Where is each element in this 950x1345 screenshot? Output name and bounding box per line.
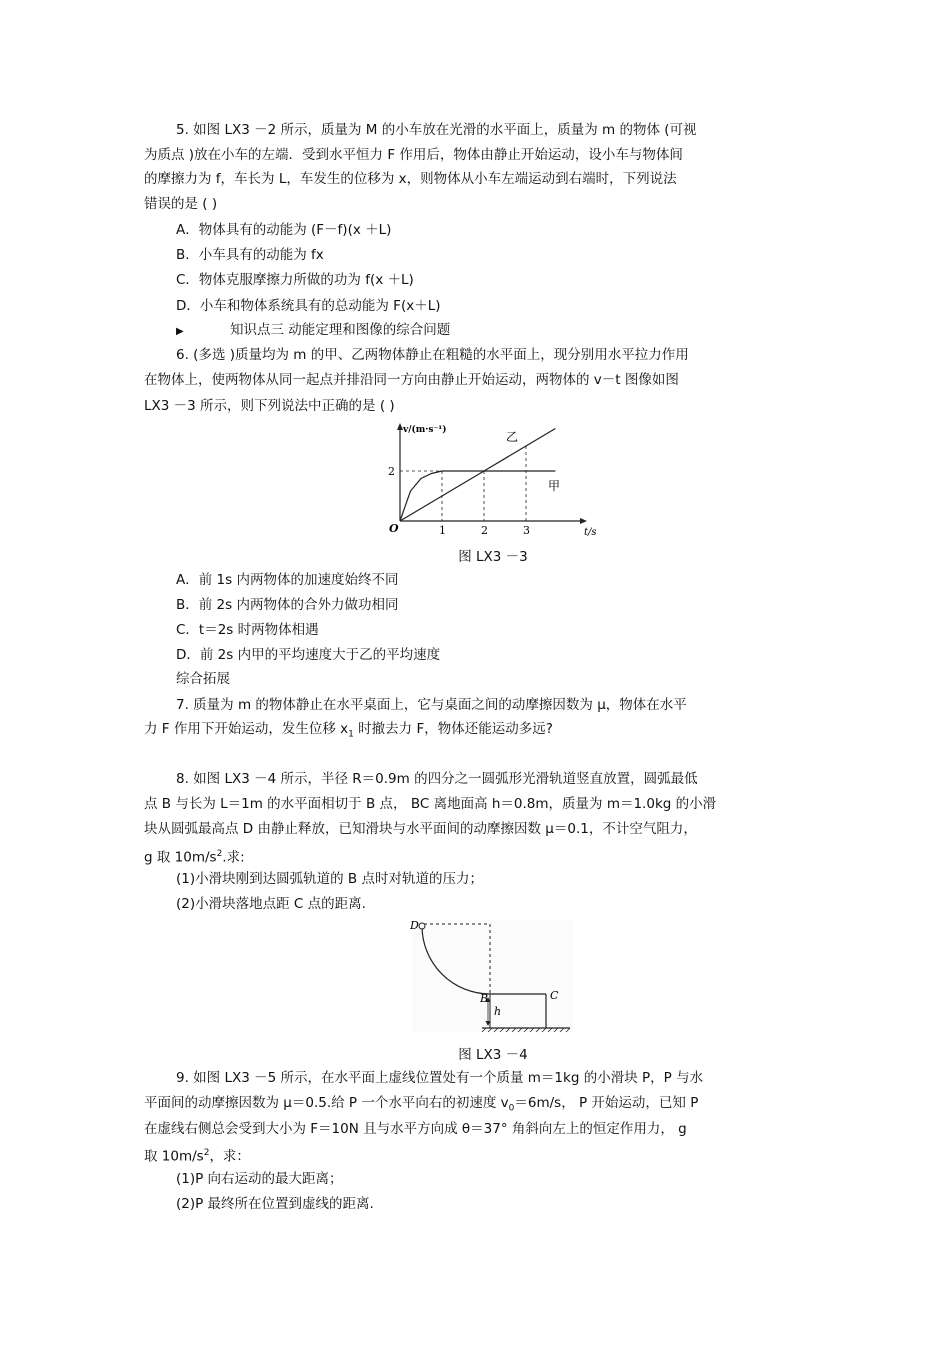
q8-part-2: (2)小滑块落地点距 C 点的距离.	[176, 896, 366, 912]
q9-superscript: 2	[203, 1148, 210, 1158]
label-h: h	[494, 1005, 502, 1018]
q5-line-2: 为质点 )放在小车的左端．受到水平恒力 F 作用后，物体由静止开始运动，设小车与物体间	[144, 147, 683, 163]
q6-option-d: D．前 2s 内甲的平均速度大于乙的平均速度	[176, 647, 441, 663]
q9-subscript: 0	[508, 1103, 515, 1114]
x-axis-arrow-icon	[580, 518, 587, 524]
series-line-yi	[400, 429, 555, 522]
q9-line-2-a: 平面间的动摩擦因数为 μ＝0.5.给 P 一个水平向右的初速度 v	[144, 1095, 509, 1111]
q8-line-4-b: .求:	[222, 849, 245, 866]
label-c: C	[550, 989, 559, 1002]
q8-line-2: 点 B 与长为 L＝1m 的水平面相切于 B 点， BC 离地面高 h＝0.8m，质量为 m＝1.0kg 的小滑	[144, 796, 717, 812]
q6-line-3: LX3 －3 所示，则下列说法中正确的是 ( )	[144, 398, 395, 414]
q5-line-3: 的摩擦力为 f，车长为 L，车发生的位移为 x，则物体从小车左端运动到右端时，下列说法	[144, 171, 677, 187]
series-label-yi: 乙	[506, 430, 519, 444]
knowledge-point-title: 知识点三 动能定理和图像的综合问题	[230, 322, 451, 338]
q9-part-2: (2)P 最终所在位置到虚线的距离.	[176, 1196, 374, 1212]
q6-option-a: A．前 1s 内两物体的加速度始终不同	[176, 572, 399, 588]
q5-option-c: C．物体克服摩擦力所做的功为 f(x ＋L)	[176, 272, 414, 288]
q9-line-2	[144, 1093, 814, 1119]
x-tick-label: 3	[523, 524, 530, 537]
q6-line-1: 6. (多选 )质量均为 m 的甲、乙两物体静止在粗糙的水平面上，现分别用水平拉力作用	[176, 347, 689, 363]
knowledge-point-heading	[176, 320, 846, 342]
x-axis-label: t/s	[584, 527, 597, 538]
q6-option-b: B．前 2s 内两物体的合外力做功相同	[176, 597, 399, 613]
q7-line-2	[144, 719, 814, 745]
q8-line-3: 块从圆弧最高点 D 由静止释放，已知滑块与水平面间的动摩擦因数 μ＝0.1，不计空气阻力，	[144, 821, 697, 837]
section-label: 综合拓展	[176, 671, 230, 687]
series-label-jia: 甲	[548, 479, 561, 493]
q7-line-1: 7. 质量为 m 的物体静止在水平桌面上，它与桌面之间的动摩擦因数为 μ，物体在水平	[176, 697, 687, 713]
q8-line-4	[144, 844, 814, 868]
q5-line-4: 错误的是 ( )	[144, 196, 218, 212]
q9-line-3: 在虚线右侧总会受到大小为 F＝10N 且与水平方向成 θ＝37° 角斜向左上的恒定作用力， g	[144, 1121, 687, 1137]
y-axis-label: v/(m·s⁻¹)	[403, 425, 447, 435]
label-b: B	[480, 992, 489, 1005]
q9-line-2-b: ＝6m/s， P 开始运动，已知 P	[514, 1095, 699, 1111]
vt-graph-figure	[380, 418, 610, 544]
q5-line-1: 5. 如图 LX3 －2 所示，质量为 M 的小车放在光滑的水平面上，质量为 m 的物体 (可视	[176, 122, 697, 138]
x-tick-label: 1	[439, 524, 446, 537]
point-d-marker	[419, 923, 425, 929]
q6-line-2: 在物体上，使两物体从同一起点并排沿同一方向由静止开始运动，两物体的 v－t 图像如图	[144, 372, 679, 388]
q8-line-1: 8. 如图 LX3 －4 所示，半径 R＝0.9m 的四分之一圆弧形光滑轨道竖直放置，圆弧最低	[176, 771, 698, 787]
q9-part-1: (1)P 向右运动的最大距离；	[176, 1171, 343, 1187]
q9-line-1: 9. 如图 LX3 －5 所示，在水平面上虚线位置处有一个质量 m＝1kg 的小滑块 P，P 与水	[176, 1070, 704, 1086]
q5-option-d: D．小车和物体系统具有的总动能为 F(x＋L)	[176, 298, 441, 314]
triangle-bullet-icon: ▶	[176, 326, 184, 337]
figure-4-caption: 图 LX3 －4	[458, 1047, 528, 1063]
x-tick-label: 2	[481, 524, 488, 537]
q8-superscript: 2	[216, 849, 223, 859]
y-tick-label: 2	[388, 465, 395, 478]
track-diagram-figure	[410, 918, 575, 1034]
q7-subscript: 1	[348, 729, 354, 740]
q9-line-4	[144, 1143, 814, 1167]
q5-option-a: A．物体具有的动能为 (F－f)(x ＋L)	[176, 222, 392, 238]
figure-4-background	[412, 920, 573, 1032]
q8-part-1: (1)小滑块刚到达圆弧轨道的 B 点时对轨道的压力；	[176, 871, 483, 887]
q5-option-b: B．小车具有的动能为 fx	[176, 247, 324, 263]
label-d: D	[410, 919, 419, 932]
origin-label: O	[389, 522, 399, 535]
q7-line-2-b: 时撤去力 F，物体还能运动多远?	[353, 721, 553, 737]
q6-option-c: C．t＝2s 时两物体相遇	[176, 622, 319, 638]
q8-line-4-a: g 取 10m/s	[144, 849, 217, 866]
series-line-jia	[400, 471, 555, 521]
figure-3-caption: 图 LX3 －3	[458, 549, 528, 565]
q7-line-2-a: 力 F 作用下开始运动，发生位移 x	[144, 721, 349, 737]
q9-line-4-b: ，求：	[209, 1148, 250, 1165]
q9-line-4-a: 取 10m/s	[144, 1148, 204, 1165]
